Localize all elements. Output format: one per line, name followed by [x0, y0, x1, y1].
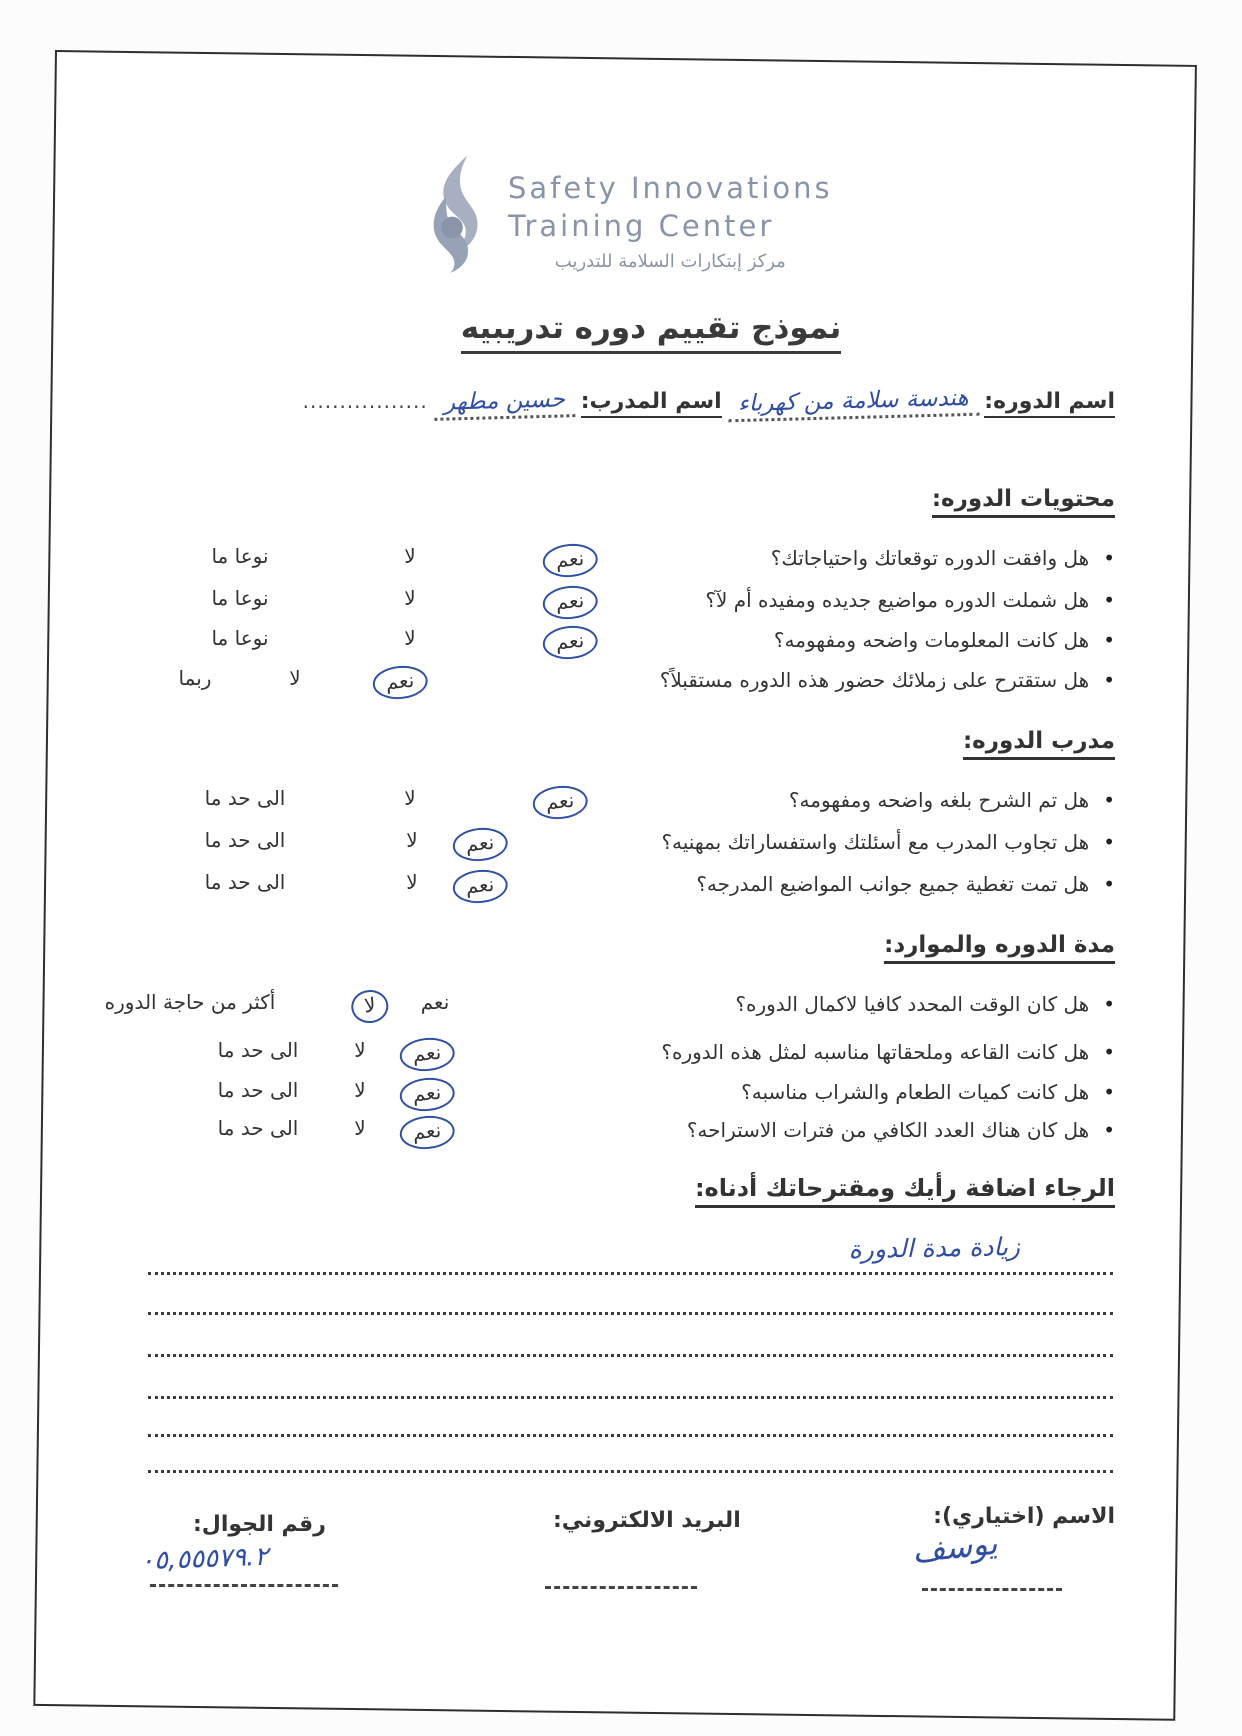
bullet-icon: [1089, 550, 1115, 569]
answer-somewhat: نوعا ما: [211, 544, 269, 568]
bullet-icon: [1089, 1044, 1115, 1063]
logo-text: [508, 170, 833, 272]
question-row: [130, 546, 1115, 582]
answer-no: لا: [404, 786, 416, 810]
trainer-name-value: حسين مطهر: [433, 386, 575, 421]
flame-icon: [422, 152, 494, 278]
question-row: [130, 872, 1115, 908]
question-row: [130, 628, 1115, 664]
answer-yes: نعم: [541, 542, 598, 580]
bullet-icon: [1089, 1084, 1115, 1103]
comment-line: [148, 1354, 1113, 1357]
bullet-icon: [1089, 876, 1115, 895]
bullet-icon: [1089, 632, 1115, 651]
answer-somewhat: نوعا ما: [211, 626, 269, 650]
course-name-label: اسم الدوره:: [984, 389, 1115, 418]
answer-yes: نعم: [541, 624, 598, 662]
section-heading-course-trainer: مدرب الدوره:: [963, 728, 1115, 760]
answer-yes: نعم: [398, 1076, 455, 1114]
section-heading-course-contents: محتويات الدوره:: [932, 486, 1115, 518]
answer-no: لا: [406, 870, 418, 894]
answer-no: لا: [354, 1038, 366, 1062]
logo-name-line2: Training Center: [508, 208, 775, 243]
bullet-icon: [1089, 792, 1115, 811]
comment-line: [148, 1312, 1113, 1315]
question-text: هل كانت المعلومات واضحه ومفهومه؟: [773, 628, 1090, 652]
logo-name-line1: Safety Innovations: [508, 171, 833, 205]
trainer-name-label: اسم المدرب:: [581, 389, 722, 418]
question-row: [130, 788, 1115, 824]
answer-yes: نعم: [451, 826, 508, 864]
question-text: هل تم الشرح بلغه واضحه ومفهومه؟: [788, 788, 1090, 812]
answer-yes: نعم: [398, 1036, 455, 1074]
question-text: هل شملت الدوره مواضيع جديده ومفيده أم لآ؟: [705, 588, 1090, 612]
mobile-answer-line: [150, 1584, 338, 1587]
answer-to-some-extent: الى حد ما: [204, 870, 286, 894]
question-row: [130, 830, 1115, 866]
question-text: هل كان هناك العدد الكافي من فترات الاستراحه؟: [686, 1118, 1090, 1142]
answer-somewhat: نوعا ما: [211, 586, 269, 610]
answer-yes: نعم: [420, 990, 450, 1014]
dotted-fill: .................: [302, 389, 428, 413]
question-row: [130, 668, 1115, 704]
header-fields: [260, 384, 1115, 419]
answer-no: لا: [289, 666, 301, 690]
answer-maybe: ربما: [178, 666, 212, 690]
comment-line: [148, 1434, 1113, 1437]
question-row: [130, 1118, 1115, 1154]
bullet-icon: [1089, 1122, 1115, 1141]
page-title: نموذج تقييم دوره تدريبيه: [0, 310, 1242, 354]
bullet-icon: [1089, 592, 1115, 611]
answer-to-some-extent: الى حد ما: [217, 1116, 299, 1140]
bullet-icon: [1089, 672, 1115, 691]
handwritten-mobile-number: ٠٥,٥٥٥٧٩.٢: [139, 1541, 269, 1577]
bullet-icon: [1089, 834, 1115, 853]
answer-no: لا: [404, 626, 416, 650]
question-text: هل كانت القاعه وملحقاتها مناسبه لمثل هذه الدوره؟: [661, 1040, 1090, 1064]
comment-line: [148, 1396, 1113, 1399]
section-heading-duration-resources: مدة الدوره والموارد:: [884, 932, 1115, 964]
question-text: هل كانت كميات الطعام والشراب مناسبه؟: [741, 1080, 1090, 1104]
answer-yes: نعم: [541, 584, 598, 622]
course-name-value: هندسة سلامة من كهرباء: [727, 385, 978, 423]
answer-no: لا: [404, 544, 416, 568]
question-text: هل تجاوب المدرب مع أسئلتك واستفساراتك بمهنيه؟: [661, 830, 1090, 854]
question-row: [130, 1040, 1115, 1076]
answer-to-some-extent: الى حد ما: [204, 828, 286, 852]
question-text: هل تمت تغطية جميع جوانب المواضيع المدرجه؟: [696, 872, 1090, 896]
handwritten-comment: زيادة مدة الدورة: [848, 1231, 1021, 1264]
question-row: [130, 1080, 1115, 1116]
answer-no: لا: [406, 828, 418, 852]
answer-no: لا: [404, 586, 416, 610]
answer-to-some-extent: الى حد ما: [217, 1038, 299, 1062]
answer-no: لا: [350, 988, 390, 1024]
answer-more-than-needed: أكثر من حاجة الدوره: [104, 990, 276, 1014]
answer-yes: نعم: [451, 868, 508, 906]
answer-no: لا: [354, 1116, 366, 1140]
handwritten-name: يوسف: [910, 1523, 1000, 1571]
answer-yes: نعم: [398, 1114, 455, 1152]
comments-heading: الرجاء اضافة رأيك ومقترحاتك أدناه:: [695, 1174, 1115, 1208]
logo-arabic-name: مركز إبتكارات السلامة للتدريب: [554, 251, 786, 273]
question-row: [130, 588, 1115, 624]
mobile-number-label: رقم الجوال:: [193, 1512, 326, 1537]
answer-to-some-extent: الى حد ما: [217, 1078, 299, 1102]
name-answer-line: [922, 1588, 1062, 1591]
question-row: [104, 990, 1115, 1028]
bullet-icon: [1089, 996, 1115, 1015]
email-answer-line: [545, 1586, 697, 1589]
answer-yes: نعم: [371, 664, 428, 702]
question-text: هل كان الوقت المحدد كافيا لاكمال الدوره؟: [735, 992, 1090, 1016]
answer-to-some-extent: الى حد ما: [204, 786, 286, 810]
name-optional-label: الاسم (اختياري):: [933, 1504, 1115, 1529]
comment-line: [148, 1470, 1113, 1473]
question-text: هل ستقترح على زملائك حضور هذه الدوره مستقبلاً؟: [659, 668, 1090, 692]
comment-line: [148, 1272, 1113, 1275]
answer-no: لا: [354, 1078, 366, 1102]
logo: [422, 152, 833, 278]
email-label: البريد الالكتروني:: [553, 1508, 741, 1533]
answer-yes: نعم: [531, 784, 588, 822]
question-text: هل وافقت الدوره توقعاتك واحتياجاتك؟: [770, 546, 1090, 570]
